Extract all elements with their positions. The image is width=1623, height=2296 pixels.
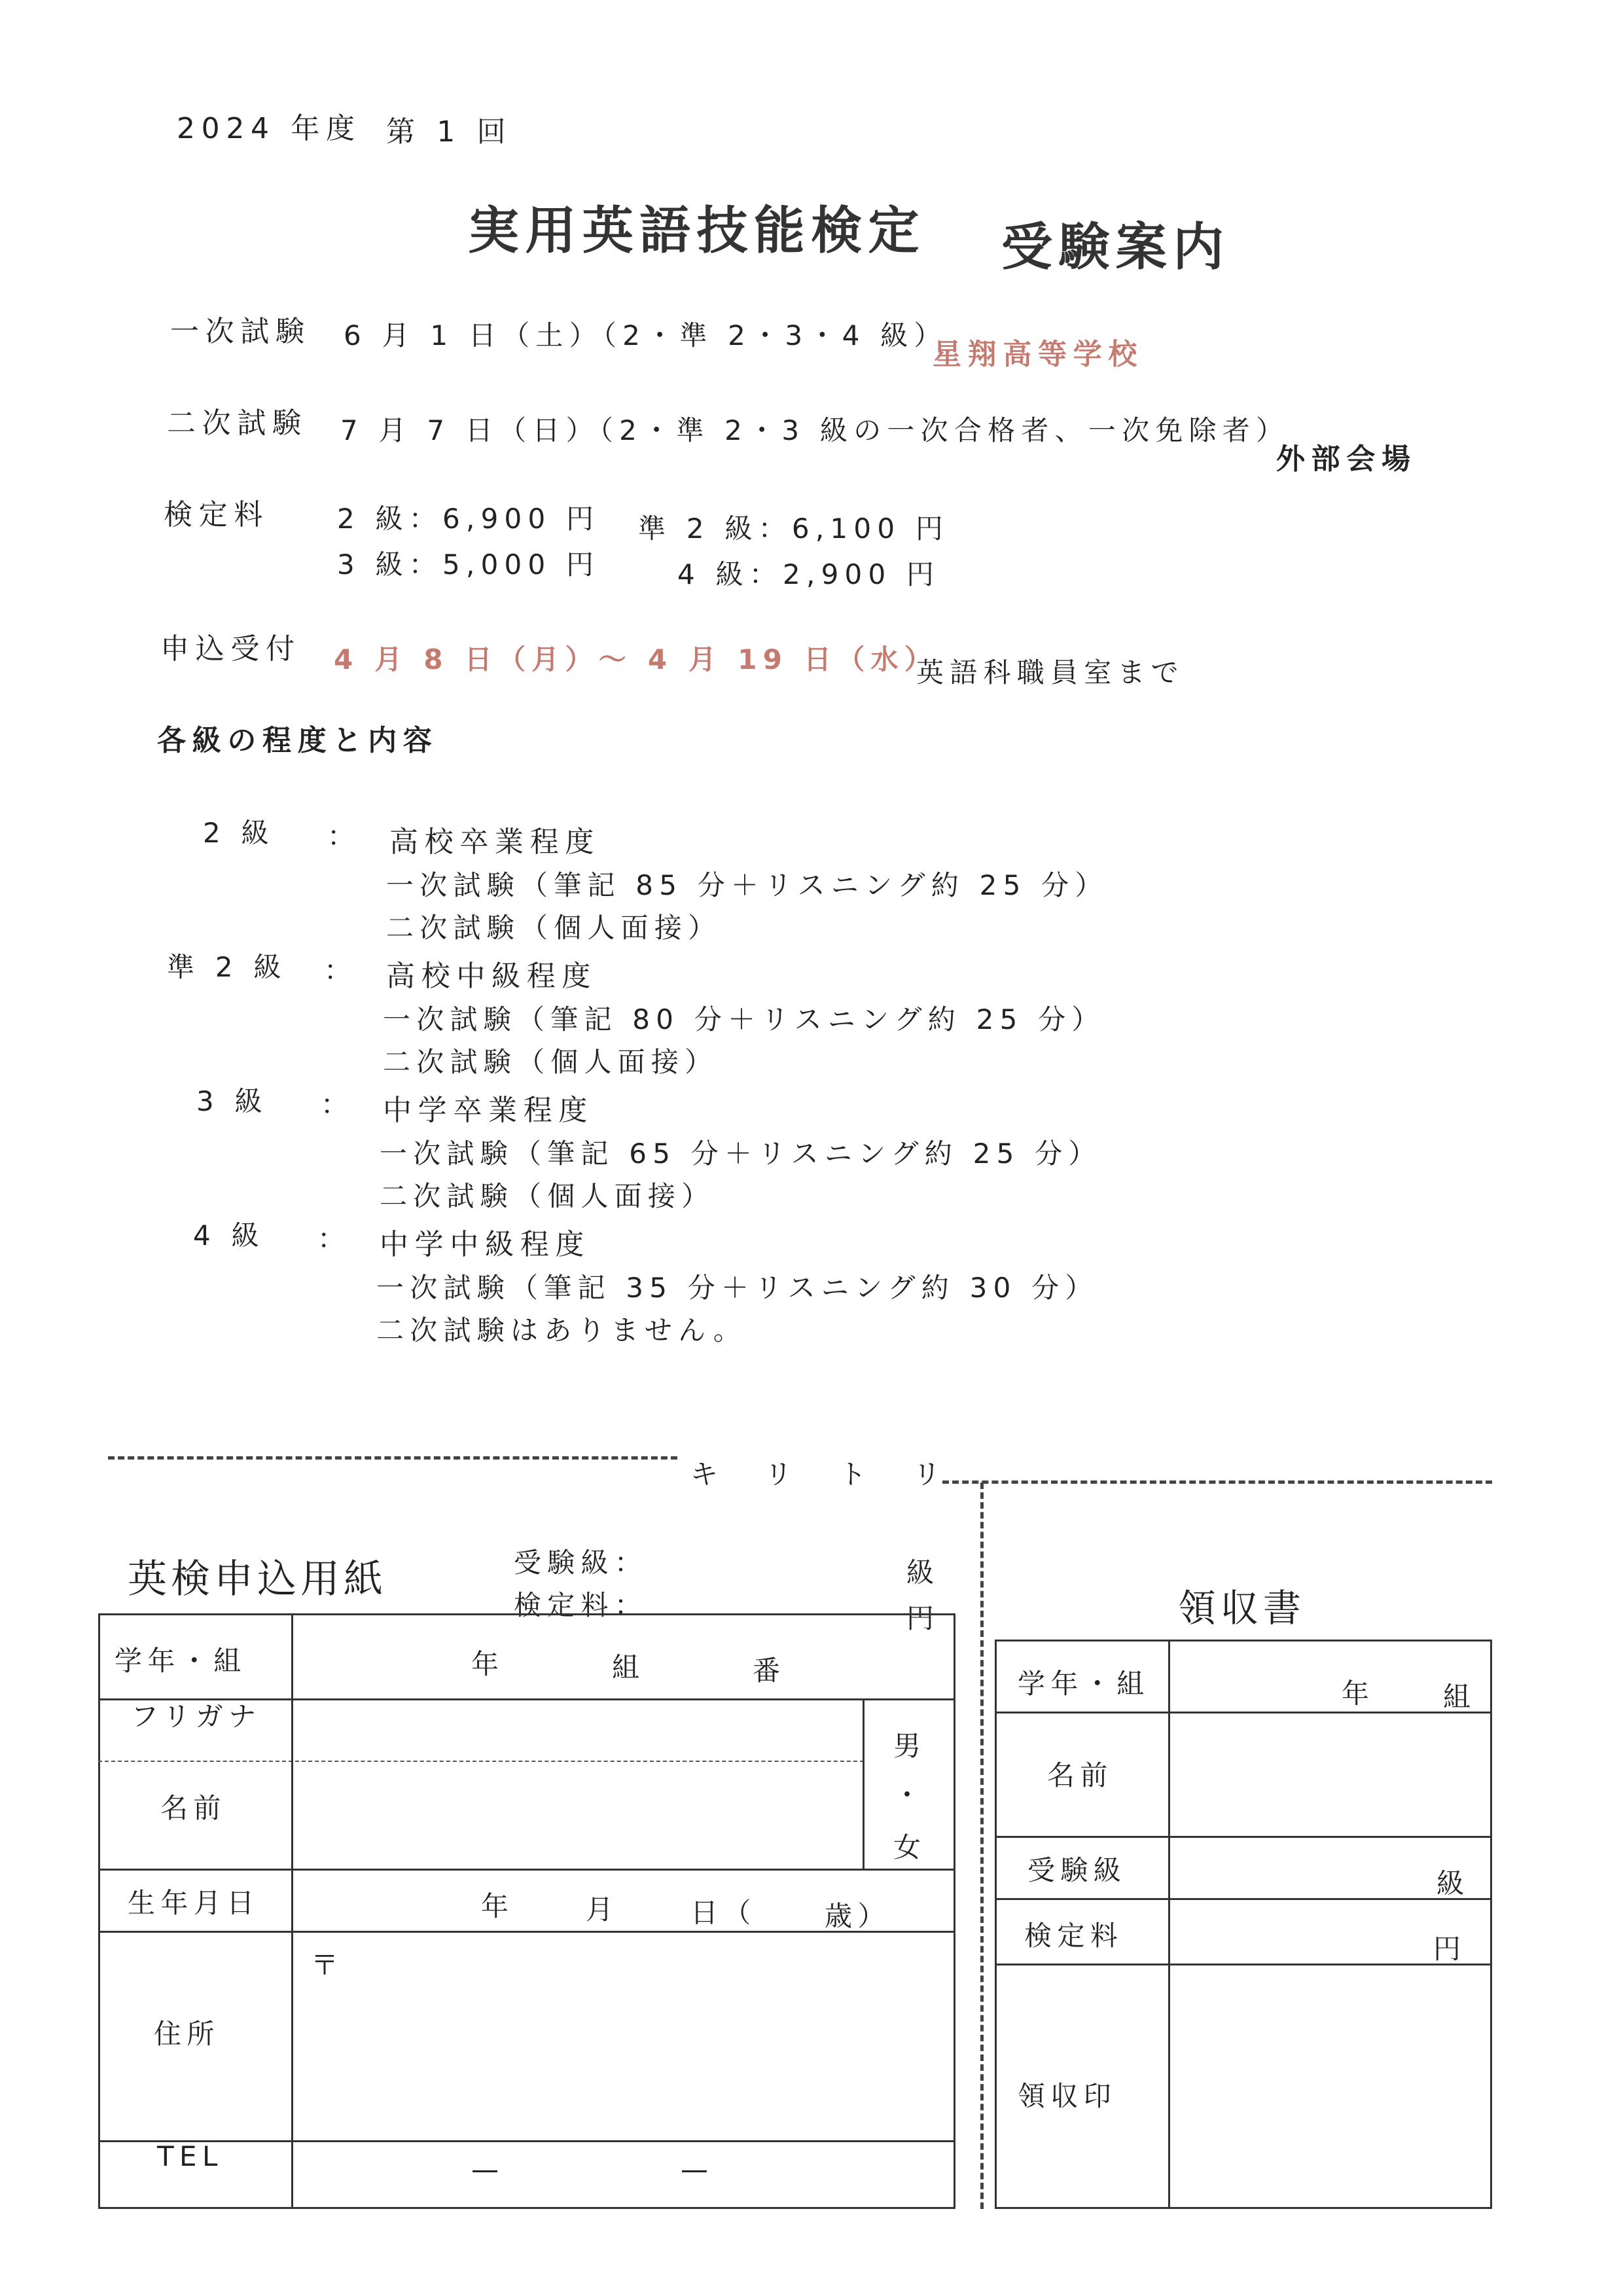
row-divider: [995, 1836, 1492, 1838]
level-description: 高校中級程度: [386, 960, 597, 993]
level-description: 高校卒業程度: [389, 825, 601, 859]
second-exam-venue: 外部会場: [1276, 442, 1417, 476]
gender-divider: [863, 1698, 865, 1869]
level-second-exam: 二次試験（個人面接）: [386, 912, 722, 944]
level-colon: ：: [317, 1223, 346, 1255]
fee-grade3: 3 級：5,000 円: [337, 548, 600, 581]
receipt-fee-unit: 円: [1433, 1933, 1467, 1965]
first-exam-venue: 星翔高等学校: [933, 338, 1144, 371]
receipt-grade-label: 受験級: [1027, 1854, 1127, 1886]
receipt-title: 領収書: [1178, 1586, 1306, 1630]
first-exam-date: 6 月 1 日（土）（2・準 2・3・4 級）: [344, 319, 948, 351]
tel-dash-1: —: [471, 2153, 505, 2185]
fee-label: 検定料: [164, 498, 270, 531]
class-label: 学年・組: [115, 1645, 247, 1677]
cut-line-left: [108, 1456, 677, 1460]
level-first-exam: 一次試験（筆記 85 分＋リスニング約 25 分）: [386, 869, 1109, 901]
birth-day: 日（: [690, 1897, 757, 1929]
level-second-exam: 二次試験はありません。: [376, 1314, 747, 1346]
second-exam-label: 二次試験: [167, 406, 308, 440]
furigana-divider: [98, 1761, 864, 1762]
receipt-fee-label: 検定料: [1024, 1920, 1124, 1952]
fee-pre2: 準 2 級：6,100 円: [638, 512, 950, 545]
row-divider: [98, 2140, 955, 2142]
class-year: 年: [471, 1648, 505, 1680]
address-label: 住所: [154, 2018, 220, 2050]
name-label: 名前: [160, 1792, 226, 1824]
gender-separator: ・: [893, 1779, 927, 1811]
birth-month: 月: [586, 1893, 619, 1926]
tel-label: TEL: [157, 2140, 223, 2172]
application-grade-unit: 級: [906, 1556, 935, 1588]
cut-line-vertical: [980, 1482, 984, 2209]
column-divider: [1168, 1640, 1170, 2209]
receipt-grade-unit: 級: [1436, 1867, 1470, 1899]
application-fee-unit: 円: [906, 1602, 935, 1634]
row-divider: [98, 1869, 955, 1871]
row-divider: [995, 1712, 1492, 1713]
column-divider: [291, 1613, 293, 2209]
level-second-exam: 二次試験（個人面接）: [380, 1180, 715, 1212]
receipt-stamp-label: 領収印: [1018, 2080, 1117, 2112]
levels-heading: 各級の程度と内容: [157, 724, 438, 757]
receipt-class-label: 学年・組: [1018, 1668, 1150, 1700]
row-divider: [995, 1964, 1492, 1965]
receipt-name-label: 名前: [1047, 1759, 1113, 1791]
fee-grade4: 4 級：2,900 円: [677, 558, 940, 590]
level-colon: ：: [321, 1088, 349, 1121]
birth-year: 年: [481, 1890, 514, 1922]
level-first-exam: 一次試験（筆記 35 分＋リスニング約 30 分）: [376, 1272, 1099, 1304]
application-fee-label: 検定料：: [514, 1589, 648, 1621]
level-description: 中学中級程度: [380, 1228, 591, 1261]
receipt-class-year: 年: [1342, 1677, 1375, 1710]
level-grade: 準 2 級: [167, 951, 287, 983]
application-grade-label: 受験級：: [514, 1547, 648, 1579]
apply-label: 申込受付: [160, 632, 301, 666]
apply-place: 英語科職員室まで: [916, 656, 1185, 689]
level-grade: 2 級: [203, 817, 275, 849]
class-group: 組: [612, 1651, 645, 1683]
level-colon: ：: [324, 954, 352, 986]
level-colon: ：: [327, 820, 355, 852]
gender-female: 女: [893, 1831, 927, 1863]
cut-line-right: [942, 1480, 1492, 1484]
birth-age: 歳）: [825, 1900, 891, 1932]
page-title: 実用英語技能検定: [468, 202, 925, 260]
receipt-class-group: 組: [1443, 1681, 1476, 1713]
furigana-label: フリガナ: [131, 1700, 262, 1732]
class-number: 番: [753, 1655, 786, 1687]
second-exam-date: 7 月 7 日（日）（2・準 2・3 級の一次合格者、一次免除者）: [340, 414, 1290, 446]
fee-grade2: 2 級：6,900 円: [337, 503, 600, 535]
postal-mark: 〒: [311, 1949, 344, 1981]
birth-label: 生年月日: [128, 1887, 260, 1919]
level-grade: 4 級: [193, 1219, 265, 1251]
level-first-exam: 一次試験（筆記 65 分＋リスニング約 25 分）: [380, 1138, 1102, 1170]
tel-dash-2: —: [681, 2153, 714, 2185]
application-title: 英検申込用紙: [128, 1556, 387, 1602]
page-subtitle: 受験案内: [1001, 218, 1230, 277]
level-second-exam: 二次試験（個人面接）: [383, 1046, 719, 1078]
level-first-exam: 一次試験（筆記 80 分＋リスニング約 25 分）: [383, 1003, 1105, 1035]
exam-year: 2024 年度: [177, 112, 361, 145]
first-exam-label: 一次試験: [170, 315, 311, 348]
exam-round: 第 1 回: [386, 115, 512, 149]
level-grade: 3 級: [196, 1085, 268, 1117]
gender-male: 男: [893, 1730, 927, 1762]
row-divider: [995, 1898, 1492, 1900]
cut-label: キ リ ト リ: [690, 1458, 950, 1490]
level-description: 中学卒業程度: [383, 1094, 594, 1127]
apply-period: 4 月 8 日（月）〜 4 月 19 日（水）: [334, 643, 938, 675]
